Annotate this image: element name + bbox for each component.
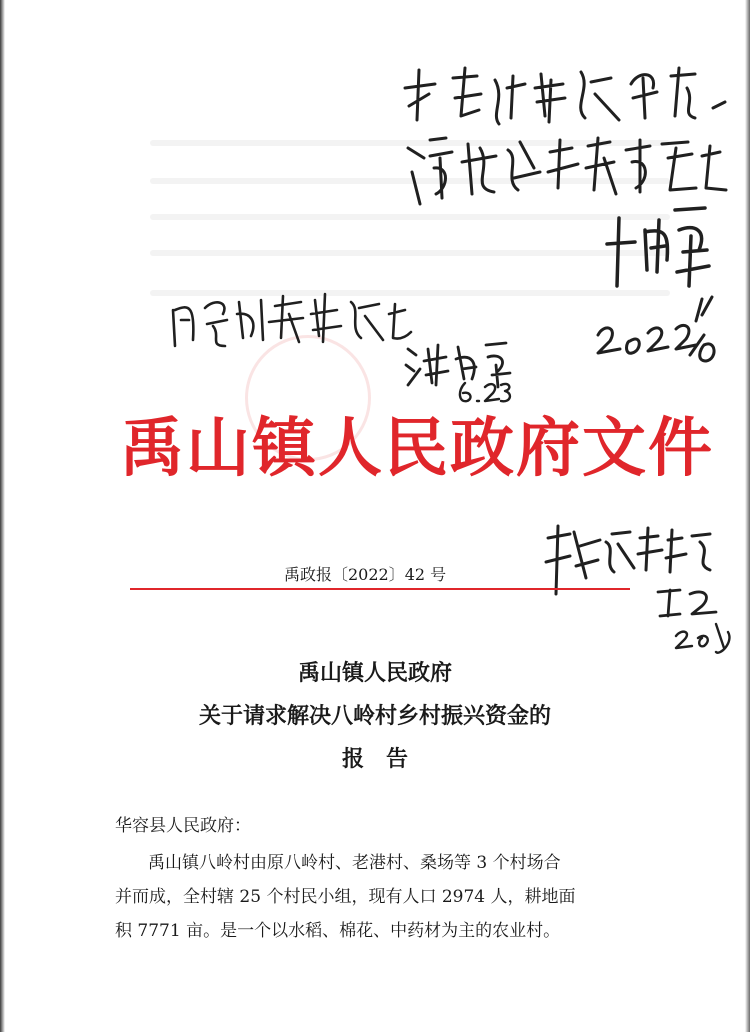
report-title [100,652,650,781]
bleed-through-line [150,214,670,220]
handwritten-left-note-text [165,280,415,355]
document-title: 禹山镇人民政府文件 [120,412,714,486]
handwritten-instruction-line2 [400,128,730,208]
report-title-line3: 报 告 [341,746,408,772]
handwritten-date-left [455,377,515,407]
body-line: 积 7771 亩。是一个以水稻、棉花、中药材为主的农业村。 [115,921,561,941]
recipient-line: 华容县人民政府： [115,816,251,836]
handwritten-signature-side [650,582,740,622]
handwritten-instruction-line1 [395,58,740,128]
document-number: 禹政报〔2022〕42 号 [284,565,447,584]
handwritten-date-main [592,295,722,375]
red-divider-rule [130,588,630,590]
body-paragraph [115,846,655,948]
handwritten-signature-main [595,200,715,295]
scan-edge-left [0,0,5,1032]
body-line: 禹山镇八岭村由原八岭村、老港村、桑场等 3 个村场合 [148,853,561,873]
report-title-line1: 禹山镇人民政府 [297,660,452,686]
handwritten-date-side [672,618,742,660]
report-title-line2: 关于请求解决八岭村乡村振兴资金的 [198,703,551,729]
bleed-through-line [150,250,670,256]
scan-edge-right [745,0,750,1032]
body-line: 并而成，全村辖 25 个村民小组，现有人口 2974 人，耕地面 [115,887,576,907]
